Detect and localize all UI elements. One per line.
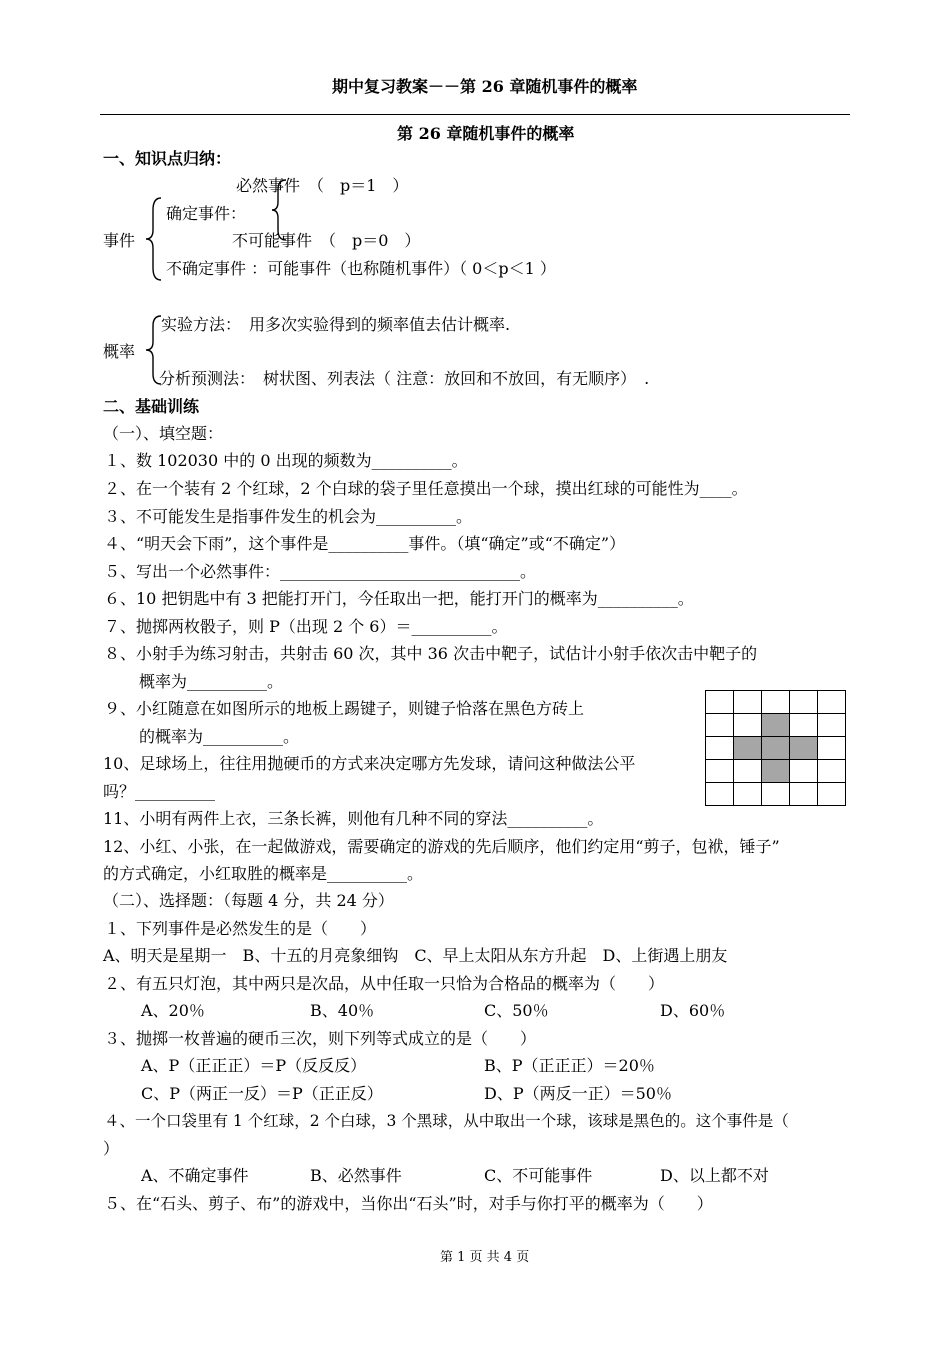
light-tile [790, 714, 818, 737]
probability-label: 概率 [103, 342, 136, 361]
fill-question-cont: 的概率为__________。 [139, 727, 300, 746]
fill-question: １、数 102030 中的 0 出现的频数为__________。 [104, 451, 468, 470]
light-tile [706, 691, 734, 714]
fill-question: ３、不可能发生是指事件发生的机会为__________。 [104, 507, 473, 526]
light-tile [734, 714, 762, 737]
fill-question: 12、小红、小张，在一起做游戏，需要确定的游戏的先后顺序，他们约定用“剪子，包袱，锤子” [103, 837, 780, 856]
choice-options: A、明天是星期一 B、十五的月亮象细钩 C、早上太阳从东方升起 D、上街遇上朋友 [103, 946, 728, 965]
choice-option: B、必然事件 [310, 1166, 402, 1185]
choice-question: １、下列事件是必然发生的是（ ） [104, 919, 377, 938]
analysis-method: 分析预测法： 树状图、列表法（ 注意：放回和不放回，有无顺序） . [159, 369, 650, 388]
choice-option: A、20％ [141, 1001, 205, 1020]
dark-tile [790, 737, 818, 760]
choice-question: ３、抛掷一枚普遍的硬币三次，则下列等式成立的是（ ） [104, 1029, 537, 1048]
event-brace [144, 196, 164, 282]
impossible-event: 不可能事件 （ p＝0 ） [232, 231, 421, 250]
light-tile [734, 691, 762, 714]
choice-option: C、P（两正一反）＝P（正正反） [141, 1084, 383, 1103]
fill-question-cont: 的方式确定，小红取胜的概率是__________。 [103, 864, 424, 883]
fill-question-cont: 概率为__________。 [139, 672, 284, 691]
dark-tile [762, 760, 790, 783]
fill-question: ９、小红随意在如图所示的地板上踢键子，则键子恰落在黑色方砖上 [104, 699, 585, 718]
choice-option: B、P（正正正）＝20％ [484, 1056, 655, 1075]
light-tile [762, 783, 790, 806]
light-tile [706, 783, 734, 806]
section2-heading: 二、基础训练 [103, 397, 200, 416]
light-tile [790, 783, 818, 806]
fill-heading: （一）、填空题： [103, 424, 224, 443]
choice-option: A、P（正正正）＝P（反反反） [141, 1056, 367, 1075]
light-tile [734, 760, 762, 783]
choice-option: D、P（两反一正）＝50％ [484, 1084, 672, 1103]
light-tile [818, 691, 846, 714]
light-tile [790, 691, 818, 714]
choice-option: A、不确定事件 [141, 1166, 249, 1185]
fill-question: ５、写出一个必然事件：______________________________。 [104, 562, 537, 581]
certain-event: 必然事件 （ p＝1 ） [236, 176, 409, 195]
dark-tile [762, 737, 790, 760]
light-tile [706, 737, 734, 760]
choice-question-cont: ） [103, 1139, 120, 1158]
floor-tile-figure [705, 690, 846, 806]
doc-title: 第 26 章随机事件的概率 [397, 124, 575, 143]
choice-question: ２、有五只灯泡，其中两只是次品，从中任取一只恰为合格品的概率为（ ） [104, 974, 665, 993]
choice-question: ５、在“石头、剪子、布”的游戏中，当你出“石头”时，对手与你打平的概率为（ ） [104, 1194, 713, 1213]
choice-option: B、40％ [310, 1001, 375, 1020]
choice-option: C、不可能事件 [484, 1166, 593, 1185]
experiment-method: 实验方法： 用多次实验得到的频率值去估计概率. [161, 315, 511, 334]
light-tile [818, 783, 846, 806]
event-label: 事件 [103, 231, 136, 250]
fill-question: ４、“明天会下雨”，这个事件是__________事件。（填“确定”或“不确定”） [104, 534, 626, 553]
fill-question: ２、在一个装有 2 个红球，2 个白球的袋子里任意摸出一个球，摸出红球的可能性为____。 [104, 479, 748, 498]
page-number: 第 1 页 共 4 页 [440, 1250, 530, 1265]
light-tile [818, 714, 846, 737]
choice-question: ４、一个口袋里有 1 个红球，2 个白球，3 个黑球，从中取出一个球，该球是黑色的。这个事件是（ [104, 1112, 789, 1130]
fill-question: 11、小明有两件上衣，三条长裤，则他有几种不同的穿法__________。 [103, 809, 604, 828]
header-title: 期中复习教案－－第 26 章随机事件的概率 [332, 77, 638, 96]
fill-question-cont: 吗？__________ [103, 782, 216, 801]
dark-tile [734, 737, 762, 760]
choice-heading: （二）、选择题：（每题 4 分，共 24 分） [103, 891, 394, 910]
determinate-event: 确定事件： [166, 204, 247, 223]
light-tile [818, 760, 846, 783]
fill-question: ８、小射手为练习射击，共射击 60 次，其中 36 次击中靶子，试估计小射手依次击中靶子的 [104, 644, 758, 663]
fill-question: 10、足球场上，往往用抛硬币的方式来决定哪方先发球，请问这种做法公平 [103, 754, 636, 773]
light-tile [706, 714, 734, 737]
fill-question: ６、10 把钥匙中有 3 把能打开门，今任取出一把，能打开门的概率为__________。 [104, 589, 694, 608]
light-tile [790, 760, 818, 783]
choice-option: D、60％ [660, 1001, 726, 1020]
section1-heading: 一、知识点归纳： [103, 149, 232, 168]
light-tile [706, 760, 734, 783]
choice-option: C、50％ [484, 1001, 549, 1020]
header-rule [100, 114, 850, 115]
indeterminate-event: 不确定事件 ：可能事件（也称随机事件）（ 0＜p＜1 ） [166, 259, 556, 278]
choice-option: D、以上都不对 [660, 1166, 769, 1185]
light-tile [734, 783, 762, 806]
fill-question: ７、抛掷两枚骰子，则 P（出现 2 个 6）＝__________。 [104, 617, 508, 636]
light-tile [818, 737, 846, 760]
light-tile [762, 691, 790, 714]
dark-tile [762, 714, 790, 737]
